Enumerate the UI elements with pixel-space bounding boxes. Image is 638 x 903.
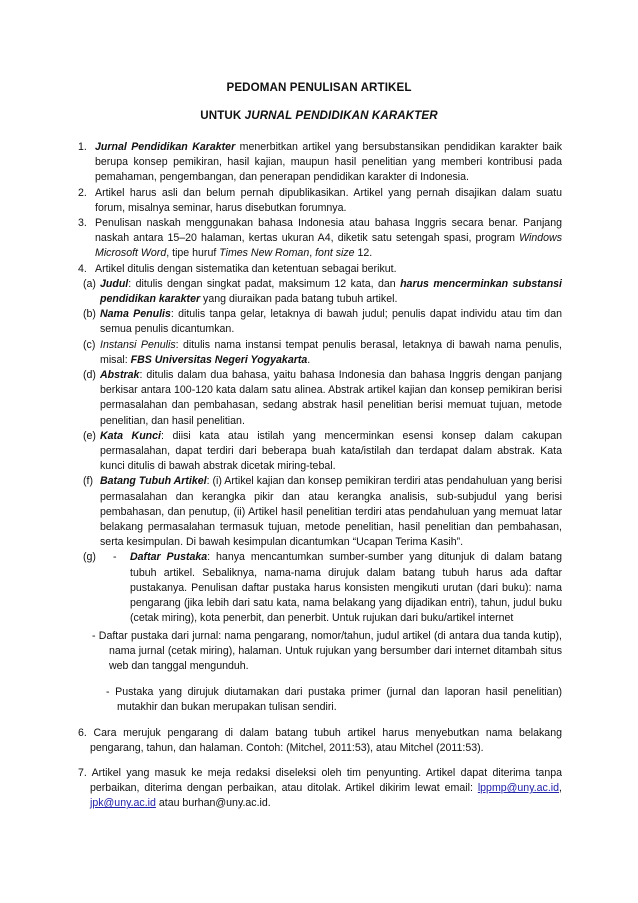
subitem-label: (d): [83, 369, 96, 382]
subitem-dash: -: [113, 551, 117, 564]
list-item-2: [78, 186, 562, 216]
list-item-3: [78, 216, 562, 262]
subitem-example: FBS Universitas Negeri Yogyakarta: [130, 353, 308, 366]
document-subtitle: [0, 109, 638, 122]
subitem-b: [83, 307, 562, 337]
subitem-term: Batang Tubuh Artikel: [100, 475, 207, 488]
list-number: 3.: [78, 217, 87, 230]
subitem-term: Daftar Pustaka: [130, 551, 208, 564]
list-item-4: [78, 262, 562, 277]
subitem-d: [83, 368, 562, 429]
subitem-text: .: [307, 353, 311, 366]
document-body: [78, 140, 562, 812]
subitem-term: Kata Kunci: [100, 429, 161, 442]
item-text: menerbitkan artikel yang bersubstansikan pendidikan karakter baik berupa konsep pemikiran, hasil kajian, maupun hasil penelitian yang memberi kontribusi pada pemahaman, pengembangan, dan penerapan pendidikan karakter di Indonesia.: [95, 141, 562, 184]
subitem-label: (e): [83, 429, 96, 442]
subitem-g-journal-reference: - Daftar pustaka dari jurnal: nama pengarang, nomor/tahun, judul artikel (di antara dua tanda kutip), nama jurnal (cetak miring), halaman. Untuk rujukan yang bersumber dari internet ditambah situs web dan tanggal mengunduh.: [92, 629, 562, 672]
list-number: 1.: [78, 141, 87, 153]
subitem-label: (b): [83, 308, 96, 321]
font-name: Times New Roman: [219, 247, 310, 260]
subitem-text: yang diuraikan pada batang tubuh artikel.: [200, 293, 398, 306]
subitem-emphasis: harus mencerminkan substansi pendidikan karakter: [100, 277, 562, 306]
item-text: Artikel harus asli dan belum pernah dipublikasikan. Artikel yang pernah disajikan dalam suatu forum, misalnya seminar, harus disebutkan forumnya.: [95, 186, 562, 214]
subitem-term: Nama Penulis: [100, 308, 171, 321]
list-item-6: 6. Cara merujuk pengarang di dalam batang tubuh artikel harus menyebutkan nama belakang pengarang, tahun, dan halaman. Contoh: (Mitchel, 2011:53), atau Mitchel (2011:53).: [78, 726, 562, 754]
subitem-a: [83, 277, 562, 307]
subitem-term: Judul: [100, 277, 129, 290]
subitem-label: (a): [83, 277, 96, 290]
email-link-lppmp[interactable]: lppmp@uny.ac.id: [477, 782, 560, 795]
subtitle-prefix: UNTUK: [200, 109, 245, 122]
subitem-c: [83, 338, 562, 368]
item-text: Artikel ditulis dengan sistematika dan ketentuan sebagai berikut.: [95, 262, 397, 275]
subitem-text: : ditulis nama instansi tempat penulis berasal, letaknya di bawah nama penulis, misal:: [100, 338, 563, 366]
subitem-g: [83, 550, 562, 626]
list-number: 4.: [78, 262, 87, 275]
subitem-text: : hanya mencantumkan sumber-sumber yang ditunjuk di dalam batang tubuh artikel. Sebaliknya, nama-nama dirujuk dalam batang tubuh harus ada daftar pustakanya. Penulisan daftar pustaka harus konsisten mengikuti urutan (dari buku): nama pengarang (jika lebih dari satu kata, nama belakang yang dijadikan entri), tahun, judul buku (cetak miring), kota penerbit, dan penerbit. Untuk rujukan dari buku/artikel internet: [130, 551, 562, 625]
subitem-text: : (i) Artikel kajian dan konsep pemikiran terdiri atas pendahuluan yang berisi permasalahan dan kerangka pikir dan atau kerangka analisis, sub-subjudul yang berisi pembahasan, dan penutup, (ii) Artikel hasil penelitian terdiri atas pendahuluan yang memuat latar belakang permasalahan termasuk tujuan, metode penelitian, hasil penelitian dan pembahasan, serta kesimpulan. Di bawah kesimpulan dicantumkan “Ucapan Terima Kasih”.: [100, 475, 562, 549]
subitem-label: (c): [83, 338, 96, 351]
subitem-label: (f): [83, 475, 93, 488]
list-item-1: [78, 140, 562, 186]
program-name: Windows Microsoft Word: [95, 232, 562, 260]
journal-name: Jurnal Pendidikan Karakter: [95, 141, 236, 153]
list-number: 2.: [78, 186, 87, 199]
separator: ,: [559, 782, 562, 795]
subtitle-journal-name: JURNAL PENDIDIKAN KARAKTER: [244, 109, 438, 122]
font-size-label: font size: [315, 247, 355, 260]
subitem-f: [83, 474, 562, 550]
subitem-text: : ditulis tanpa gelar, letaknya di bawah judul; penulis dapat individu atau tim dan semua penulis dicantumkan.: [100, 308, 562, 336]
subitem-term: Abstrak: [100, 369, 140, 382]
subitem-g-primary-reference: - Pustaka yang dirujuk diutamakan dari pustaka primer (jurnal dan laporan hasil penelitian) mutakhir dan bukan merupakan tulisan sendiri.: [106, 686, 562, 714]
subitem-term: Instansi Penulis: [100, 338, 176, 351]
subitem-text: : ditulis dengan singkat padat, maksimum 12 kata, dan: [128, 277, 401, 290]
email-link-jpk[interactable]: jpk@uny.ac.id: [90, 797, 156, 810]
document-title: PEDOMAN PENULISAN ARTIKEL: [226, 81, 412, 94]
item-text: Penulisan naskah menggunakan bahasa Indonesia atau bahasa Inggris secara benar. Panjang naskah antara 15–20 halaman, kertas ukuran A4, diketik satu setengah spasi, program: [95, 217, 562, 245]
item-text: ,: [309, 247, 316, 260]
subitem-label: (g): [83, 551, 96, 564]
subitem-e: [83, 429, 562, 475]
list-item-7: [78, 766, 562, 812]
subitem-text: : diisi kata atau istilah yang mencerminkan esensi konsep dalam cakupan permasalahan, dapat terdiri dari beberapa buah kata/istilah dan terdapat dalam abstrak. Kata kunci ditulis di bawah abstrak dicetak miring-tebal.: [100, 429, 562, 473]
subitem-text: : ditulis dalam dua bahasa, yaitu bahasa Indonesia dan bahasa Inggris dengan panjang berkisar antara 100-120 kata dalam satu alinea. Abstrak artikel kajian dan konsep pemikiran berisi permasalahan dan pembahasan, sedang abstrak hasil penelitian berisi memuat tujuan, metode penelitian, dan hasil penelitian.: [100, 369, 562, 427]
email-text-burhan: atau burhan@uny.ac.id.: [155, 797, 271, 810]
item-text: 7. Artikel yang masuk ke meja redaksi diseleksi oleh tim penyunting. Artikel dapat diterima tanpa perbaikan, diterima dengan perbaikan, atau ditolak. Artikel dikirim lewat email:: [78, 766, 562, 795]
item-text: 12.: [354, 247, 373, 260]
item-text: , tipe huruf: [166, 247, 220, 260]
